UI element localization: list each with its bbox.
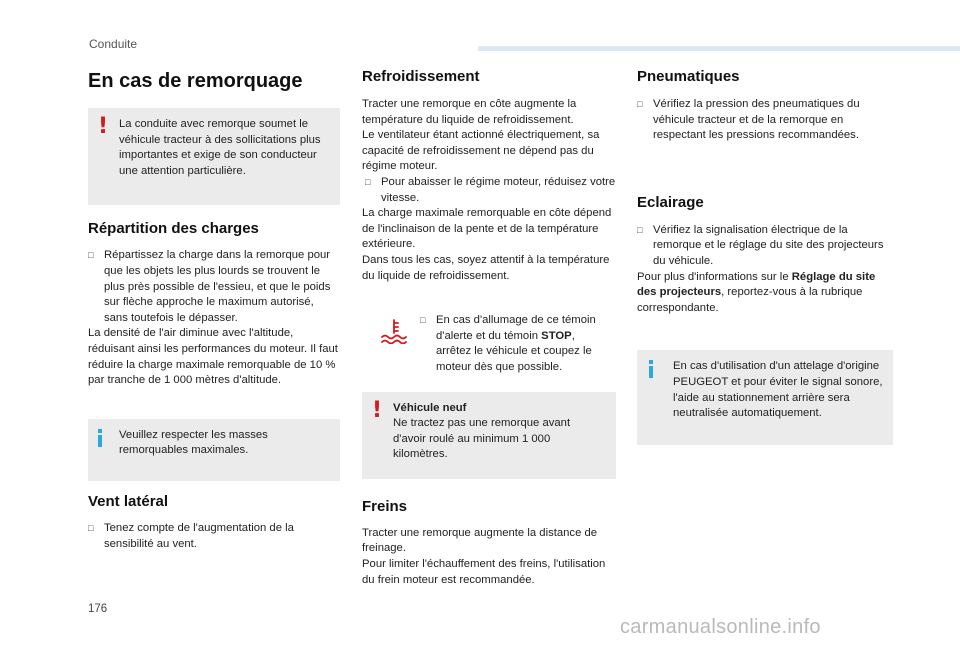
bullet-text: Vérifiez la pression des pneumatiques du véhicule tracteur et de la remorque en respectant les pressions recommandées. (653, 98, 860, 142)
bullet-item (637, 223, 893, 270)
temp-text-after: , arrêtez le véhicule et coupez le moteur dès que possible. (436, 329, 592, 373)
warning-icon: ! (372, 397, 383, 423)
bullet-text: Tenez compte de l'augmentation de la sensibilité au vent. (104, 521, 294, 550)
info-box (88, 419, 340, 481)
column-3 (637, 64, 893, 445)
paragraph: Tracter une remorque augmente la distance de freinage. (362, 526, 598, 555)
warning-title: Véhicule neuf (393, 401, 467, 414)
checkbox-bullet-icon: □ (88, 522, 94, 533)
checkbox-bullet-icon: □ (88, 250, 94, 261)
section-title-eclairage: Eclairage (637, 193, 704, 211)
section-title-pneumatiques: Pneumatiques (637, 68, 740, 85)
page-number: 176 (88, 603, 108, 615)
bullet-item (88, 521, 340, 552)
section-title-repartition: Répartition des charges (88, 220, 259, 238)
info-text: Veuillez respecter les masses remorquables maximales. (119, 428, 268, 457)
warning-box (88, 108, 340, 205)
eclairage-link-text: Réglage du site des projecteurs (637, 270, 876, 299)
paragraph: La charge maximale remorquable en côte dépend de l'inclinaison de la pente et de la température extérieure. (362, 207, 612, 251)
section-title-refroidissement: Refroidissement (362, 68, 480, 85)
stop-label: STOP (541, 329, 572, 342)
section-title-freins: Freins (362, 497, 408, 515)
bullet-item (88, 248, 340, 326)
checkbox-bullet-icon: □ (420, 315, 426, 326)
info-icon (649, 360, 653, 377)
paragraph: La densité de l'air diminue avec l'altitude, réduisant ainsi les performances du moteur. Il faut réduire la charge maximale remorquable de 10 % par tranche de 1 000 mètres d'altitude. (88, 327, 338, 387)
paragraph: Le ventilateur étant actionné électriquement, sa capacité de refroidissement ne dépend pas du régime moteur. (362, 129, 600, 173)
checkbox-bullet-icon: □ (637, 99, 643, 109)
page-title: En cas de remorquage (88, 70, 303, 92)
bullet-item (362, 175, 616, 206)
paragraph: Pour limiter l'échauffement des freins, l'utilisation du frein moteur est recommandée. (362, 558, 606, 586)
coolant-warning-box (362, 304, 616, 385)
warning-box (362, 392, 616, 479)
section-label: Conduite (89, 37, 138, 51)
header-bar (478, 46, 960, 51)
info-text: En cas d'utilisation d'un attelage d'origine PEUGEOT et pour éviter le signal sonore, l'aide au stationnement arrière sera neutralisée automatiquement. (673, 360, 883, 420)
paragraph: Dans tous les cas, soyez attentif à la température du liquide de refroidissement. (362, 253, 610, 282)
paragraph (637, 270, 893, 317)
info-box (637, 350, 893, 444)
column-1 (88, 64, 340, 552)
bullet-text: Vérifiez la signalisation électrique de la remorque et le réglage du site des projecteurs du véhicule. (653, 223, 884, 267)
eclairage-text-after: , reportez-vous à la rubrique correspondante. (637, 286, 863, 314)
section-title-vent: Vent latéral (88, 492, 169, 510)
warning-text: Ne tractez pas une remorque avant d'avoir roulé au minimum 1 000 kilomètres. (393, 417, 571, 461)
bullet-item (420, 313, 606, 375)
bullet-text: Pour abaisser le régime moteur, réduisez votre vitesse. (381, 175, 616, 204)
checkbox-bullet-icon: □ (637, 224, 643, 235)
temp-text-before: En cas d'allumage de ce témoin d'alerte et du témoin (436, 314, 596, 342)
coolant-temperature-icon (380, 318, 408, 350)
info-icon (98, 429, 102, 446)
watermark: carmanualsonline.info (620, 616, 821, 638)
paragraph: Tracter une remorque en côte augmente la température du liquide de refroidissement. (362, 98, 577, 126)
bullet-item (637, 97, 893, 144)
warning-icon: ! (98, 114, 109, 139)
eclairage-text-before: Pour plus d'informations sur le (637, 270, 792, 283)
bullet-text: Répartissez la charge dans la remorque pour que les objets les plus lourds se trouvent le plus près possible de l'essieu, et que le poids sur flèche approche le maximum autorisé, sans toutefois le dépasser. (104, 249, 331, 324)
warning-text: La conduite avec remorque soumet le véhicule tracteur à des sollicitations plus importantes et exige de son conducteur une attention particulière. (119, 118, 321, 177)
column-2 (362, 64, 616, 588)
checkbox-bullet-icon: □ (365, 176, 371, 187)
